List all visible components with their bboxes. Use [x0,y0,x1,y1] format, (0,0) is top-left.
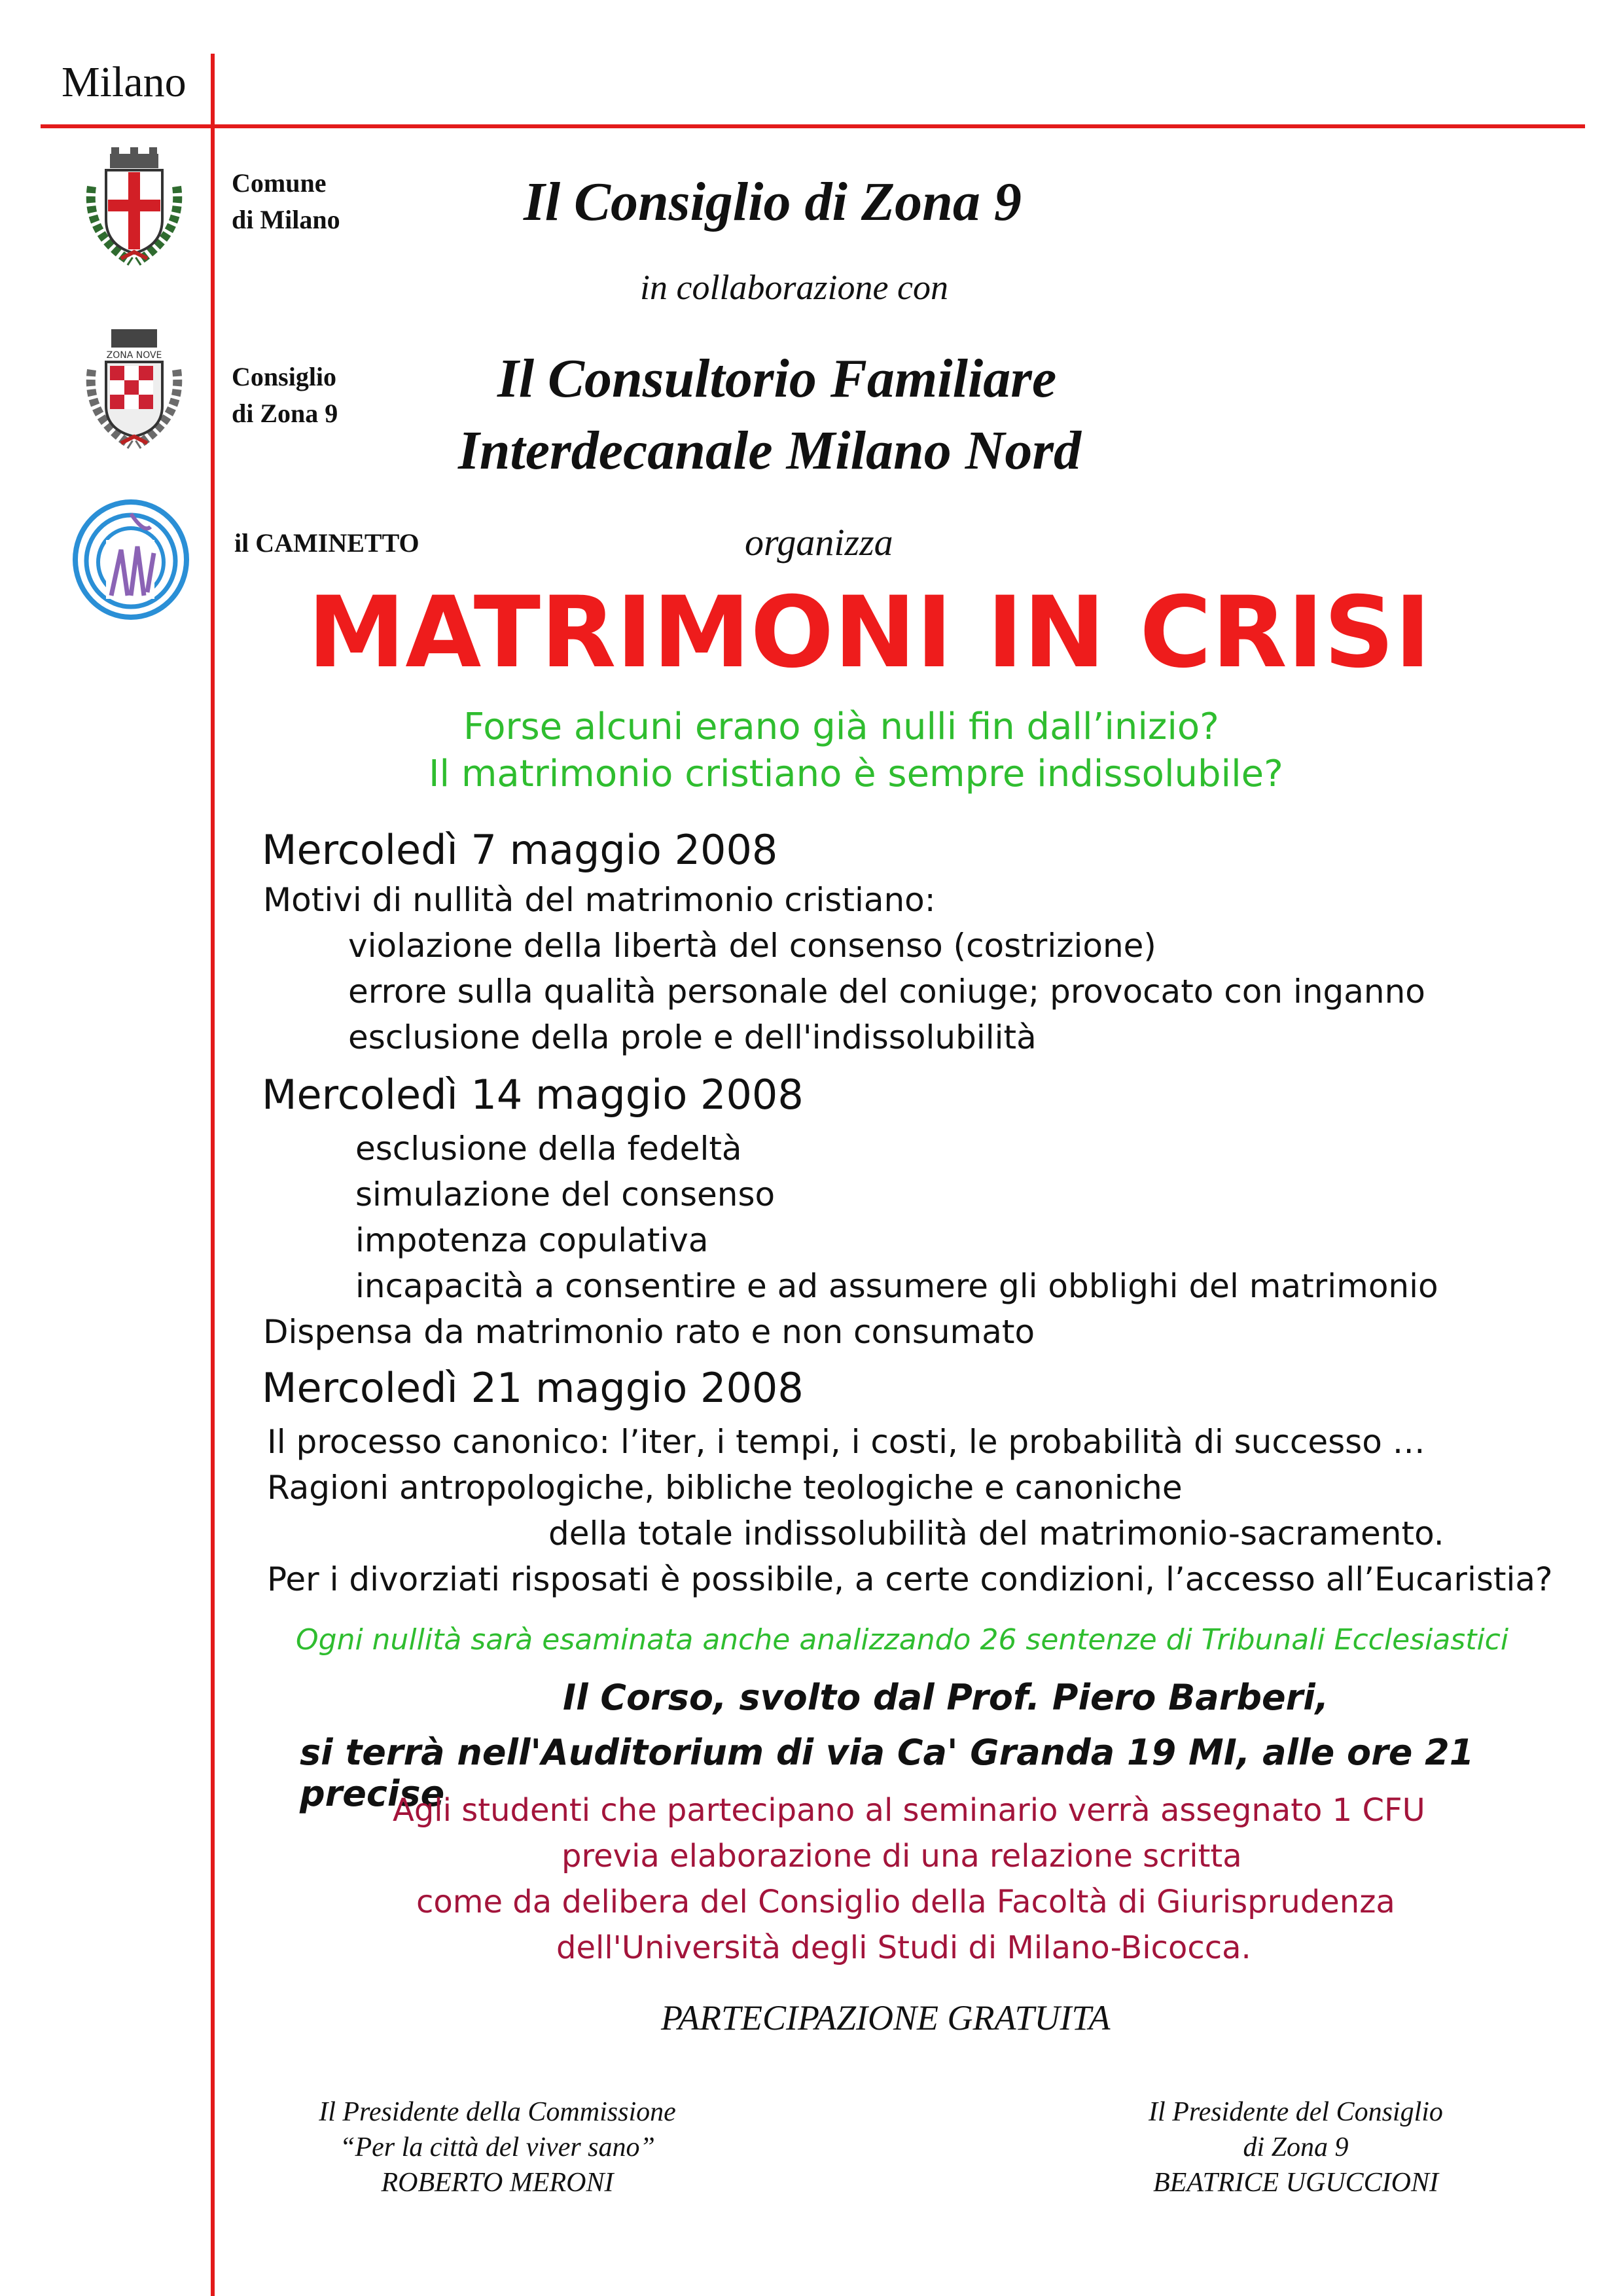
credits-line-3: come da delibera del Consiglio della Facoltà di Giurisprudenza [416,1884,1395,1920]
session-3-date: Mercoledì 21 maggio 2008 [262,1364,804,1412]
session-3-line-4: Per i divorziati risposati è possibile, a certe condizioni, l’accesso all’Eucaristia? [267,1560,1553,1598]
signature-left-line-1: Il Presidente della Commissione [319,2097,676,2127]
session-1-date: Mercoledì 7 maggio 2008 [262,826,778,874]
city-name: Milano [62,58,187,106]
analysis-note: Ogni nullità sarà esaminata anche analizzando 26 sentenze di Tribunali Ecclesiastici [296,1623,1509,1657]
session-2-line-3: impotenza copulativa [355,1221,709,1259]
session-1-line-4: esclusione della prole e dell'indissolubilità [348,1018,1037,1056]
partner-heading-line2: Interdecanale Milano Nord [458,420,1082,481]
session-3-line-3: della totale indissolubilità del matrimonio-sacramento. [548,1515,1444,1552]
session-3-line-1: Il processo canonico: l’iter, i tempi, i costi, le probabilità di successo … [267,1423,1425,1461]
session-1-line-1: Motivi di nullità del matrimonio cristiano: [263,881,936,919]
signature-right [1113,2094,1479,2200]
session-1-line-2: violazione della libertà del consenso (costrizione) [348,927,1156,965]
vertical-rule [211,54,215,2296]
partner-heading-line1: Il Consultorio Familiare [497,348,1057,409]
signature-left-line-3: ROBERTO MERONI [381,2168,614,2198]
collaboration-text: in collaborazione con [640,268,948,307]
signature-left-line-2: “Per la città del viver sano” [340,2132,655,2162]
session-2-date: Mercoledì 14 maggio 2008 [262,1071,804,1119]
course-line1: Il Corso, svolto dal Prof. Piero Barberi, [563,1677,1329,1718]
signature-right-line-3: BEATRICE UGUCCIONI [1153,2168,1438,2198]
session-2-line-1: esclusione della fedeltà [355,1130,742,1168]
event-title: MATRIMONI IN CRISI [308,576,1431,690]
signature-left [268,2094,726,2200]
free-participation: PARTECIPAZIONE GRATUITA [661,1998,1111,2037]
credits-line-1: Agli studenti che partecipano al seminario verrà assegnato 1 CFU [393,1792,1425,1829]
subtitle-line2: Il matrimonio cristiano è sempre indissolubile? [429,753,1283,795]
zona-nove-emblem-text: ZONA NOVE [106,350,162,361]
logo-label-comune: Comune di Milano [232,168,340,234]
subtitle-line1: Forse alcuni erano già nulli fin dall’inizio? [463,706,1219,748]
coat-of-arms-milano-icon [65,141,203,278]
signature-right-line-2: di Zona 9 [1243,2132,1349,2162]
organizer-heading: Il Consiglio di Zona 9 [524,171,1022,232]
session-2-line-4: incapacità a consentire e ad assumere gli obblighi del matrimonio [355,1267,1438,1305]
logo-label-zona9: Consiglio di Zona 9 [232,362,338,428]
session-2-line-2: simulazione del consenso [355,1175,776,1213]
credits-line-4: dell'Università degli Studi di Milano-Bicocca. [556,1929,1251,1966]
signature-right-line-1: Il Presidente del Consiglio [1149,2097,1443,2127]
session-3-line-2: Ragioni antropologiche, bibliche teologiche e canoniche [267,1469,1183,1507]
session-1-line-3: errore sulla qualità personale del coniuge; provocato con inganno [348,973,1425,1011]
credits-line-2: previa elaborazione di una relazione scritta [562,1838,1242,1874]
coat-of-arms-zona9-icon [65,324,203,461]
session-2-line-5: Dispensa da matrimonio rato e non consumato [263,1313,1035,1351]
logo-label-caminetto: il CAMINETTO [234,528,419,558]
caminetto-logo-icon [65,488,203,625]
organizes-text: organizza [745,521,893,564]
horizontal-rule [41,124,1585,128]
course-line2: si terrà nell'Auditorium di via Ca' Granda 19 MI, alle ore 21 precise [300,1732,1474,1814]
